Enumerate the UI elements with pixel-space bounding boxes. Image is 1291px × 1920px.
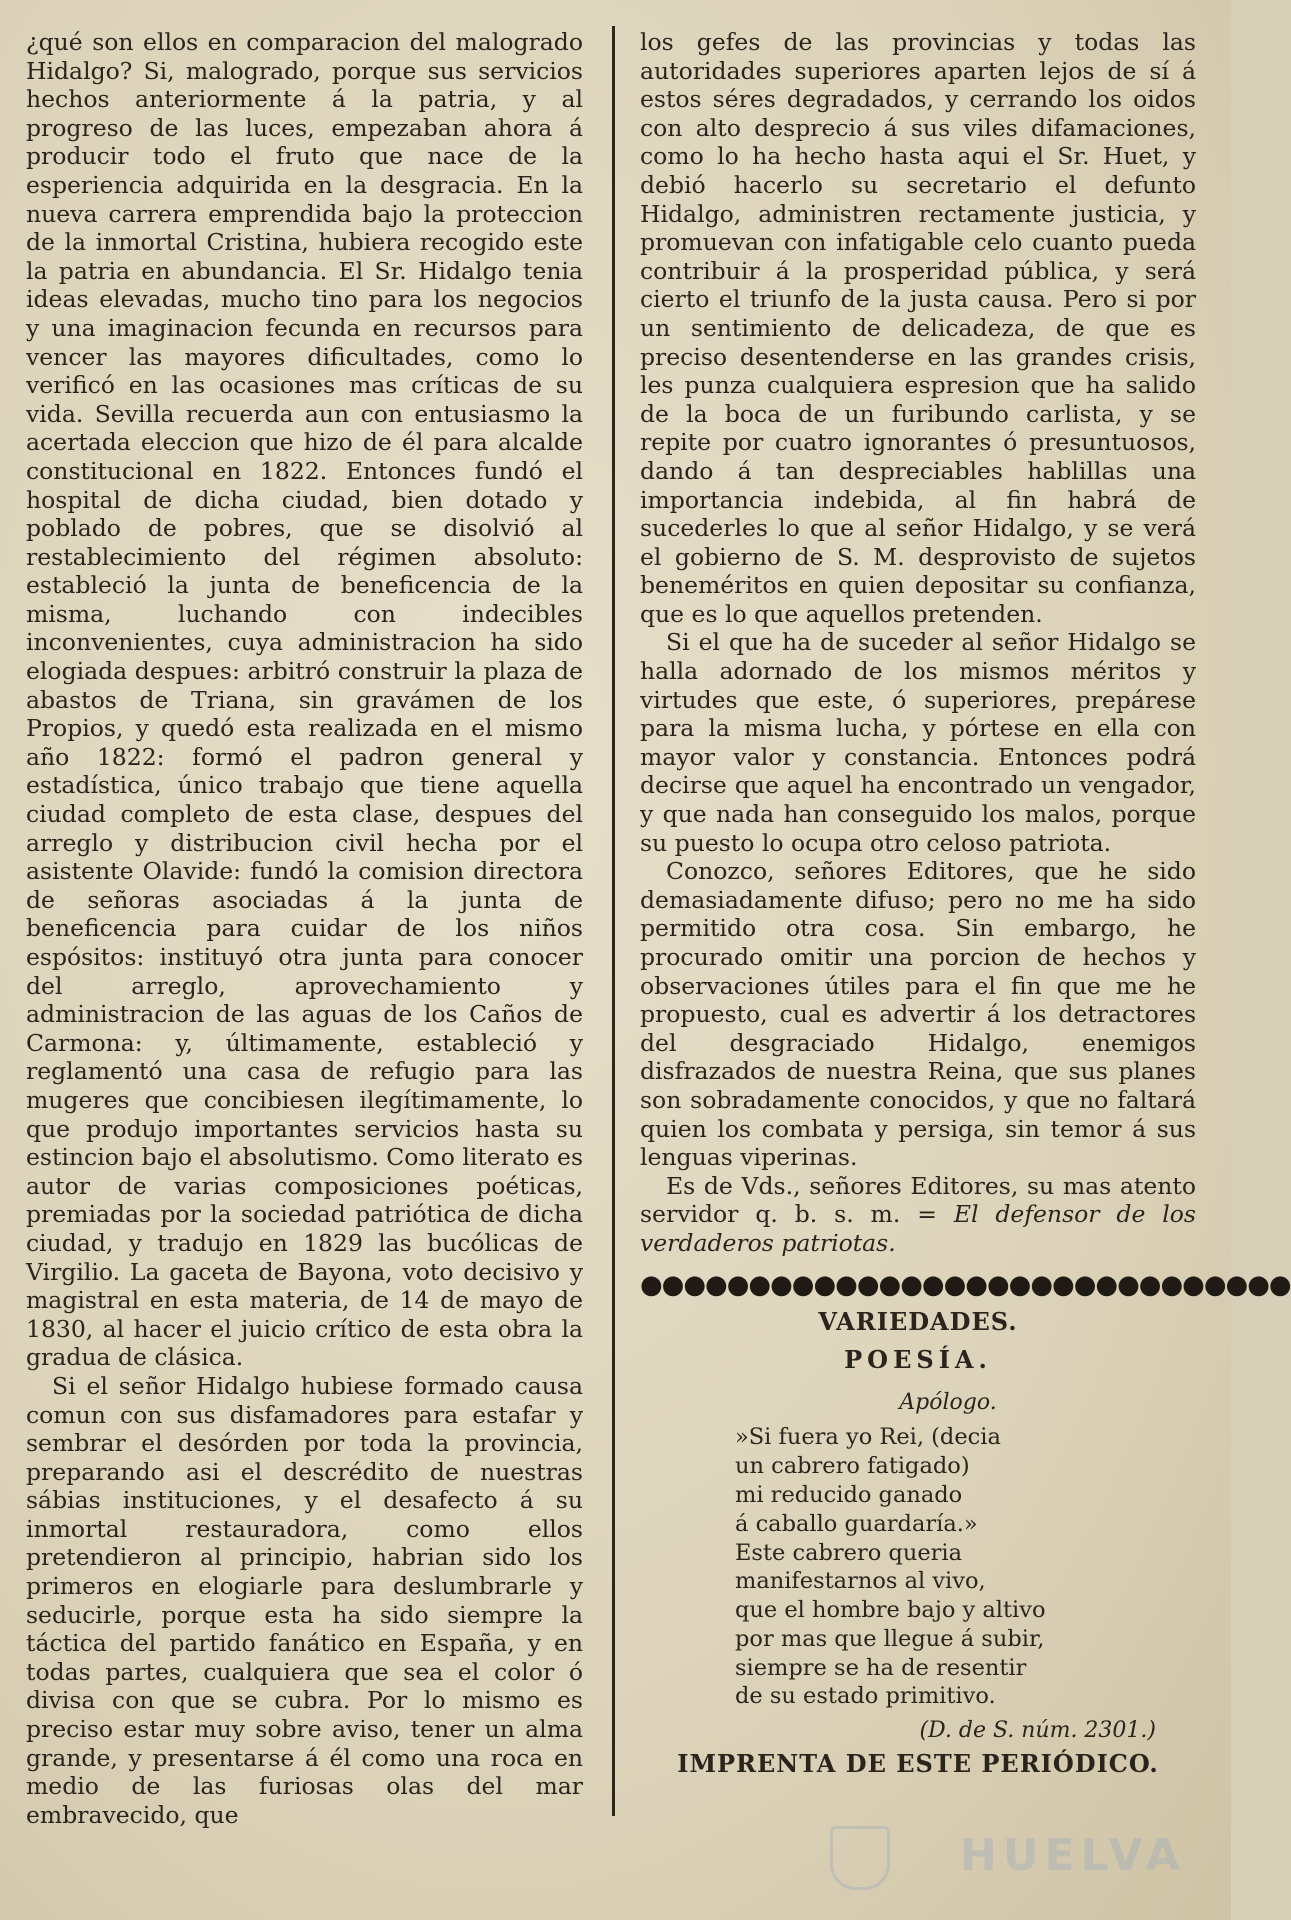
poem-line: siempre se ha de resentir xyxy=(735,1654,1027,1681)
ornamental-divider: ●●●●●●●●●●●●●●●●●●●●●●●●●●●●●● xyxy=(640,1269,1291,1300)
imprint-line: IMPRENTA DE ESTE PERIÓDICO. xyxy=(677,1748,1159,1778)
signature-block xyxy=(640,1172,1196,1258)
poem xyxy=(735,1423,1196,1711)
poem-line: de su estado primitivo. xyxy=(735,1683,996,1710)
archive-watermark xyxy=(830,1820,1190,1890)
signature-name: El defensor de los verdaderos patriotas. xyxy=(640,1200,1196,1257)
right-paragraph-3: Conozco, señores Editores, que he sido demasiadamente difuso; pero no me ha sido permitido otra cosa. Sin embargo, he procurado omitir una porcion de hechos y observaciones útiles para el fin que me he propuesto, cual es advertir á los detractores del desgraciado Hidalgo, enemigos disfrazados de nuestra Reina, que sus planes son sobradamente conocidos, y que no faltará quien los combata y persiga, sin temor á sus lenguas viperinas. xyxy=(640,857,1196,1172)
poem-line: que el hombre bajo y altivo xyxy=(735,1597,1046,1624)
watermark-text: HUELVA xyxy=(960,1830,1186,1881)
poem-line: un cabrero fatigado) xyxy=(735,1453,970,1480)
apologo-heading: Apólogo. xyxy=(899,1389,997,1415)
poem-line: manifestarnos al vivo, xyxy=(735,1568,986,1595)
poem-line: mi reducido ganado xyxy=(735,1481,963,1508)
variedades-heading: VARIEDADES. xyxy=(818,1306,1018,1336)
poem-line: á caballo guardaría.» xyxy=(735,1510,978,1537)
signature-lead: Es de Vds., señores Editores, su mas atento servidor q. b. s. m. = xyxy=(640,1171,1196,1229)
poem-line: »Si fuera yo Rei, (decia xyxy=(735,1424,1001,1451)
poem-line: Este cabrero queria xyxy=(735,1539,962,1566)
right-paragraph-1: los gefes de las provincias y todas las autoridades superiores aparten lejos de sí á estos séres degradados, y cerrando los oidos con alto desprecio á sus viles difamaciones, como lo ha hecho hasta aqui el Sr. Huet, y debió hacerlo su secretario el defunto Hidalgo, administren rectamente justicia, y promuevan con infatigable celo cuanto pueda contribuir á la prosperidad pública, y será cierto el triunfo de la justa causa. Pero si por un sentimiento de delicadeza, de que es preciso desentenderse en las grandes crisis, les punza cualquiera espresion que ha salido de la boca de un furibundo carlista, y se repite por cuatro ignorantes ó presuntuosos, dando á tan despreciables hablillas una importancia indebida, al fin habrá de sucederles lo que al señor Hidalgo, y se verá el gobierno de S. M. desprovisto de sujetos beneméritos en quien depositar su confianza, que es lo que aquellos pretenden. xyxy=(640,28,1196,628)
left-column xyxy=(26,28,583,1829)
poesia-heading: POESÍA. xyxy=(844,1345,992,1375)
poem-source: (D. de S. núm. 2301.) xyxy=(919,1718,1156,1744)
left-paragraph-1: ¿qué son ellos en comparacion del malogrado Hidalgo? Si, malogrado, porque sus servicios hechos anteriormente á la patria, y al progreso de las luces, empezaban ahora á producir todo el fruto que nace de la esperiencia adquirida en la desgracia. En la nueva carrera emprendida bajo la proteccion de la inmortal Cristina, hubiera recogido este la patria en abundancia. El Sr. Hidalgo tenia ideas elevadas, mucho tino para los negocios y una imaginacion fecunda en recursos para vencer las mayores dificultades, como lo verificó en las ocasiones mas críticas de su vida. Sevilla recuerda aun con entusiasmo la acertada eleccion que hizo de él para alcalde constitucional en 1822. Entonces fundó el hospital de dicha ciudad, bien dotado y poblado de pobres, que se disolvió al restablecimiento del régimen absoluto: estableció la junta de beneficencia de la misma, luchando con indecibles inconvenientes, cuya administracion ha sido elogiada despues: arbitró construir la plaza de abastos de Triana, sin gravámen de los Propios, y quedó esta realizada en el mismo año 1822: formó el padron general y estadística, único trabajo que tiene aquella ciudad completo de esta clase, despues del arreglo y distribucion civil hecha por el asistente Olavide: fundó la comision directora de señoras asociadas á la junta de beneficencia para cuidar de los niños espósitos: instituyó otra junta para conocer del arreglo, aprovechamiento y administracion de las aguas de los Caños de Carmona: y, últimamente, estableció y reglamentó una casa de refugio para las mugeres que concibiesen ilegítimamente, lo que produjo importantes servicios hasta su estincion bajo el absolutismo. Como literato es autor de varias composiciones poéticas, premiadas por la sociedad patriótica de dicha ciudad, y tradujo en 1829 las bucólicas de Virgilio. La gaceta de Bayona, voto decisivo y magistral en esta materia, de 14 de mayo de 1830, al hacer el juicio crítico de esta obra la gradua de clásica. xyxy=(26,28,583,1372)
right-paragraph-2: Si el que ha de suceder al señor Hidalgo se halla adornado de los mismos méritos y virtudes que este, ó superiores, prepárese para la misma lucha, y pórtese en ella con mayor valor y constancia. Entonces podrá decirse que aquel ha encontrado un vengador, y que nada han conseguido los malos, porque su puesto lo ocupa otro celoso patriota. xyxy=(640,628,1196,857)
shield-icon xyxy=(830,1826,890,1890)
right-column xyxy=(640,28,1291,1778)
left-paragraph-2: Si el señor Hidalgo hubiese formado causa comun con sus disfamadores para estafar y sembrar el desórden por toda la provincia, preparando asi el descrédito de nuestras sábias instituciones, y el desafecto á su inmortal restauradora, como ellos pretendieron al principio, habrian sido los primeros en elogiarle para deslumbrarle y seducirle, porque esta ha sido siempre la táctica del partido fanático en España, y en todas partes, cualquiera que sea el color ó divisa con que se cubra. Por lo mismo es preciso estar muy sobre aviso, tener un alma grande, y presentarse á él como una roca en medio de las furiosas olas del mar embravecido, que xyxy=(26,1371,583,1829)
column-divider xyxy=(612,26,615,1816)
poem-line: por mas que llegue á subir, xyxy=(735,1625,1045,1652)
